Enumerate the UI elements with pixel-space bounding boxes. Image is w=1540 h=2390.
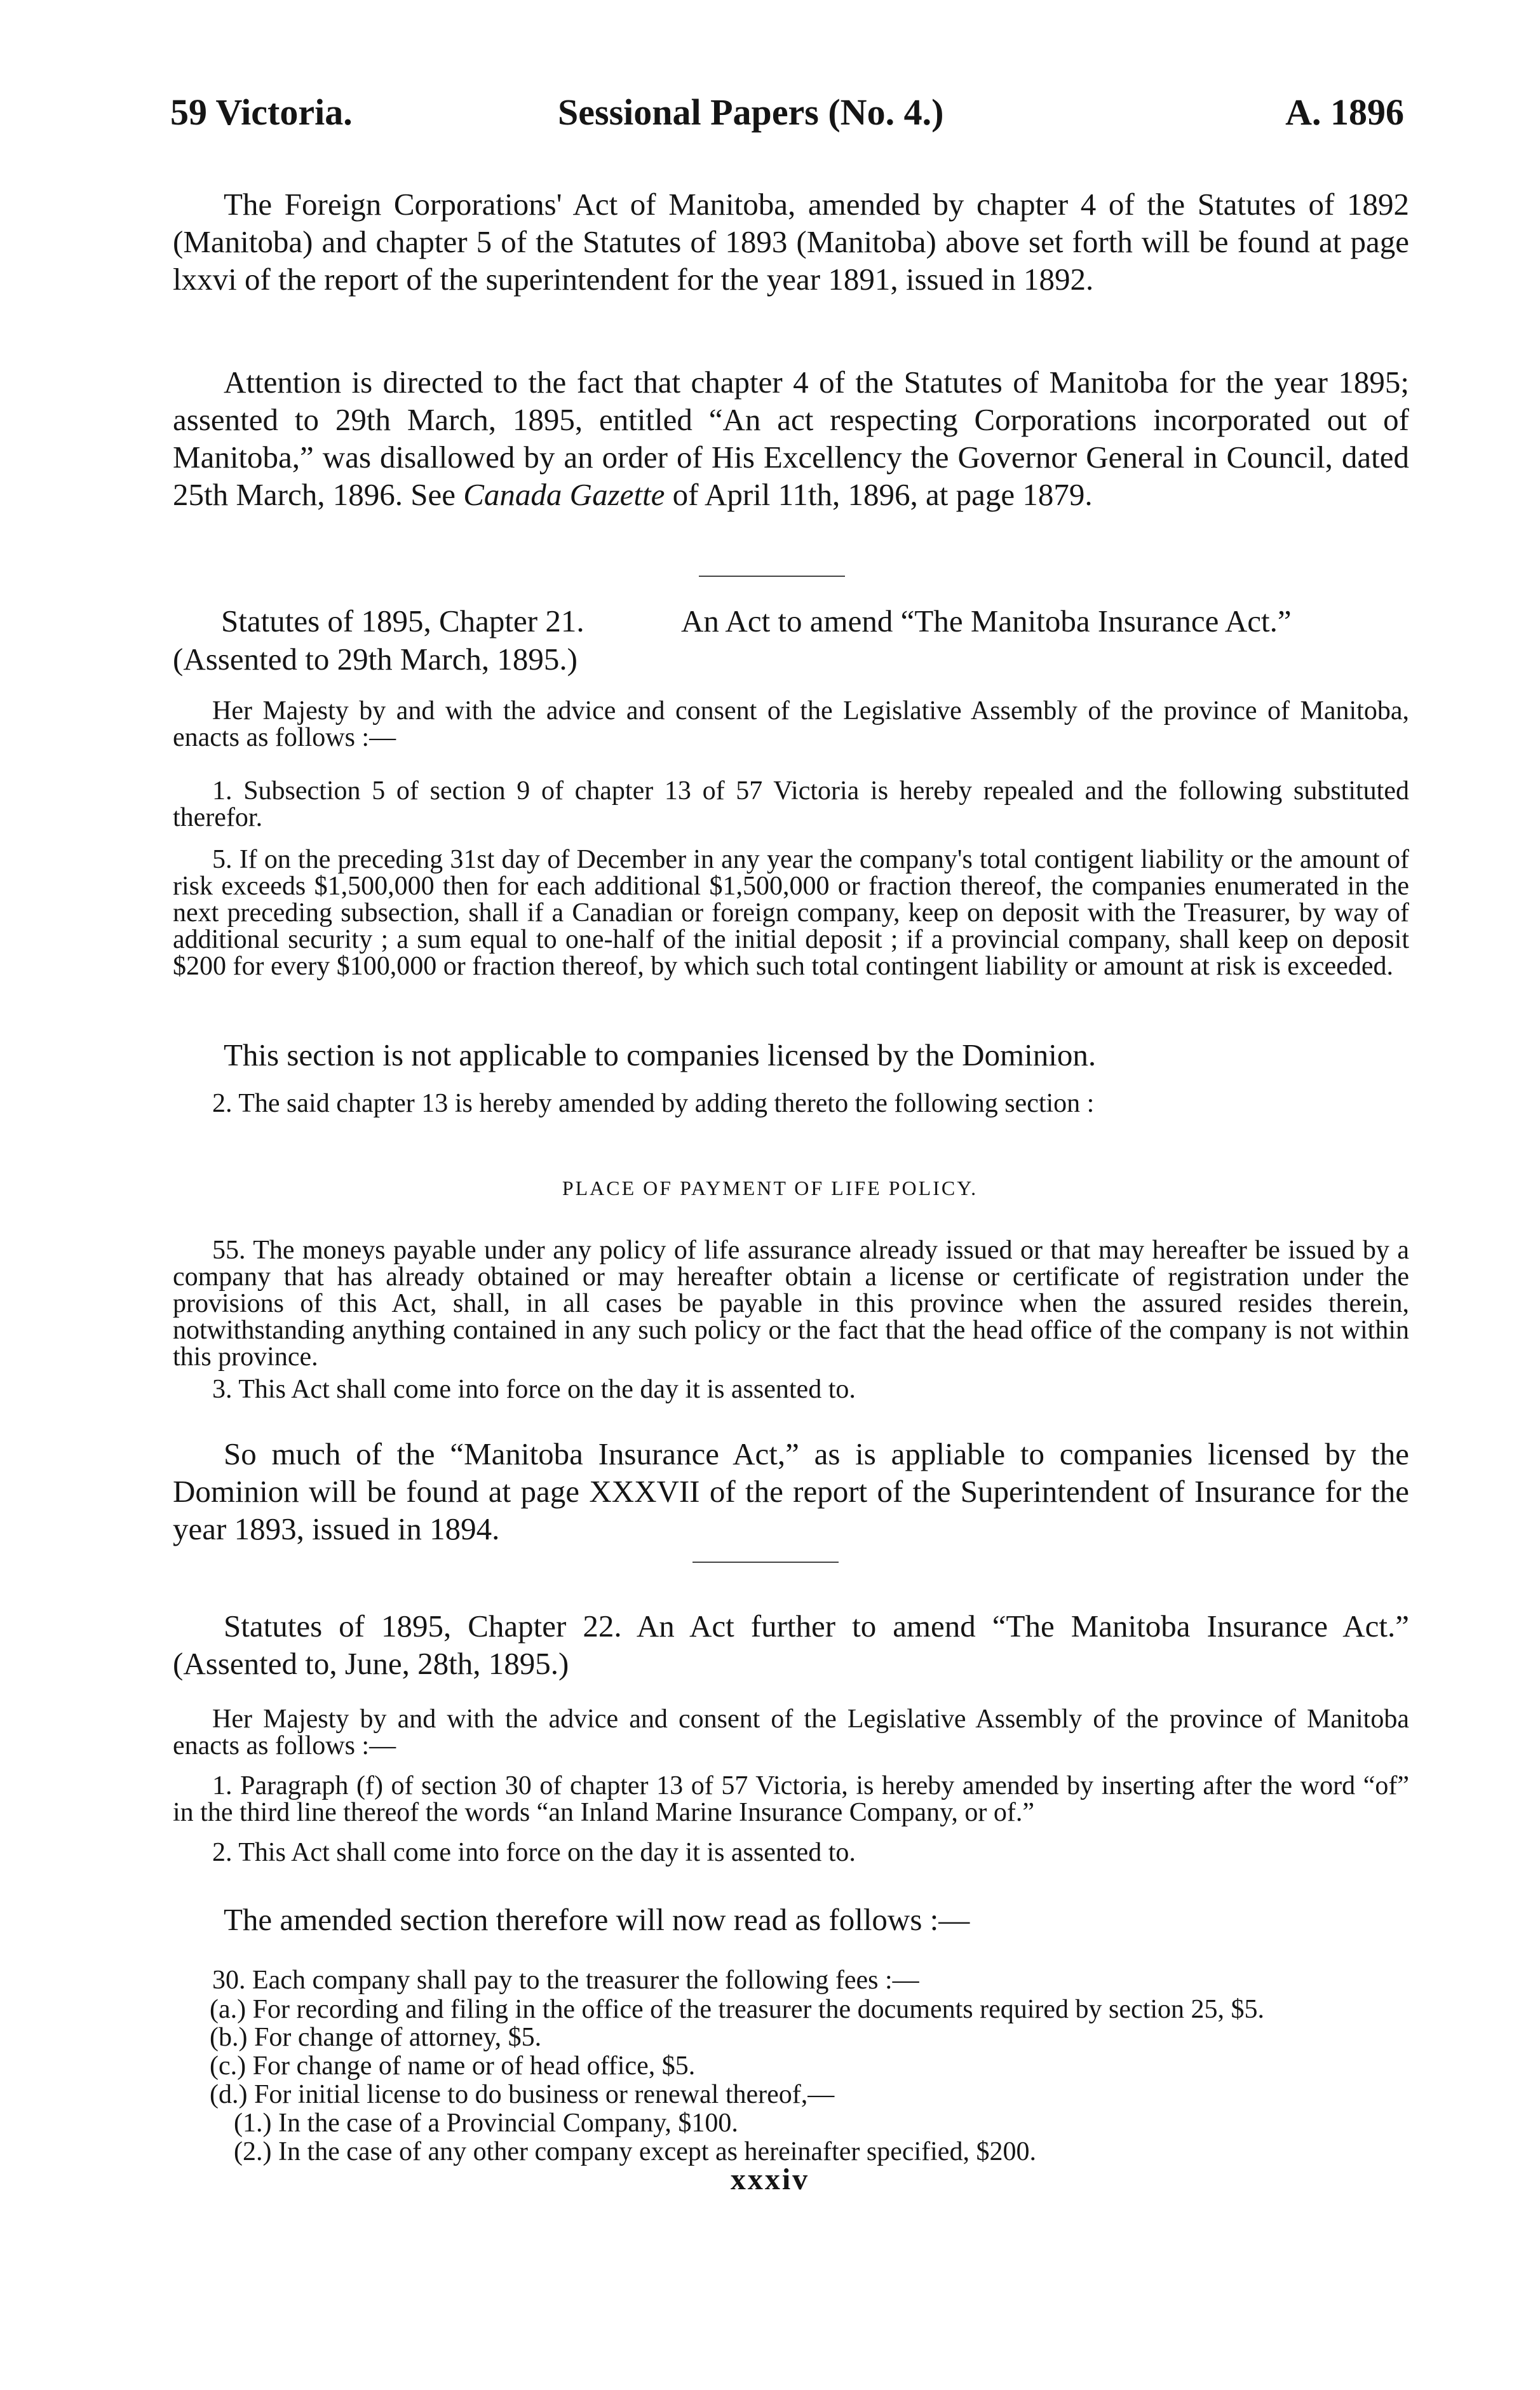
statute-21-section-55: 55. The moneys payable under any policy of life assurance already issued or that may hereafter be issued by a company that has already obtained or may hereafter obtain a license or certificate of registration under the provisions of this Act, shall, in all cases be payable in this province when the assured resides therein, notwithstanding anything contained in any such policy or the fact that the head office of the company is not within this province. xyxy=(173,1236,1409,1372)
page-number: xxxiv xyxy=(730,2163,810,2196)
attention-text-before: Attention is directed to the fact that chapter 4 of the Statutes of Manitoba for the year 1895; assented to 29th March, 1895, entitled “An act respecting Corporations incorporated out of Manitoba,” was disallowed by an order of His Excellency the Governor General in Council, dated 25th March, 1896. See xyxy=(173,365,1409,512)
header-title: Sessional Papers (No. 4.) xyxy=(558,91,944,133)
statute-22-heading: Statutes of 1895, Chapter 22. An Act further to amend “The Manitoba Insurance Act.” (Assented to, June, 28th, 1895.) xyxy=(173,1609,1409,1681)
amended-section-intro: The amended section therefore will now read as follows :— xyxy=(224,1902,970,1937)
not-applicable-note: This section is not applicable to companies licensed by the Dominion. xyxy=(224,1037,1097,1072)
place-of-payment-heading: PLACE OF PAYMENT OF LIFE POLICY. xyxy=(562,1177,978,1199)
paragraph-attention xyxy=(173,363,1409,513)
statute-21-title: An Act to amend “The Manitoba Insurance Act.” xyxy=(681,604,1292,638)
gazette-title: Canada Gazette xyxy=(463,477,665,512)
attention-text-after: of April 11th, 1896, at page 1879. xyxy=(665,477,1093,512)
fee-item-b: (b.) For change of attorney, $5. xyxy=(210,2023,542,2052)
header-year: A. 1896 xyxy=(1285,91,1404,133)
section-divider-2 xyxy=(692,1562,839,1563)
fee-section-30: 30. Each company shall pay to the treasurer the following fees :— xyxy=(212,1966,919,1995)
fee-item-a: (a.) For recording and filing in the office of the treasurer the documents required by section 25, $5. xyxy=(210,1995,1265,2024)
statute-21-enacting-clause: Her Majesty by and with the advice and consent of the Legislative Assembly of the province of Manitoba, enacts as follows :— xyxy=(173,696,1409,752)
statute-21-section-3: 3. This Act shall come into force on the day it is assented to. xyxy=(212,1375,856,1404)
header-session: 59 Victoria. xyxy=(170,91,353,133)
paragraph-so-much: So much of the “Manitoba Insurance Act,” as is appliable to companies licensed by the Dominion will be found at page XXXVII of the report of the Superintendent of Insurance for the year 1893, issued in 1894. xyxy=(173,1436,1409,1546)
statute-22-enacting-clause: Her Majesty by and with the advice and consent of the Legislative Assembly of the province of Manitoba enacts as follows :— xyxy=(173,1705,1409,1760)
fee-item-d: (d.) For initial license to do business or renewal thereof,— xyxy=(210,2080,835,2109)
fee-item-c: (c.) For change of name or of head office, $5. xyxy=(210,2051,696,2081)
fee-item-d-2: (2.) In the case of any other company except as hereinafter specified, $200. xyxy=(234,2137,1036,2166)
statute-21-assent: (Assented to 29th March, 1895.) xyxy=(173,642,578,677)
statute-22-section-1: 1. Paragraph (f) of section 30 of chapter 13 of 57 Victoria, is hereby amended by inserting after the word “of” in the third line thereof the words “an Inland Marine Insurance Company, or of.” xyxy=(173,1771,1409,1827)
statute-21-subsection-5: 5. If on the preceding 31st day of December in any year the company's total contigent liability or the amount of risk exceeds $1,500,000 then for each additional $1,500,000 or fraction thereof, the companies enumerated in the next preceding subsection, shall if a Canadian or foreign company, keep on deposit with the Treasurer, by way of additional security ; a sum equal to one-half of the initial deposit ; if a provincial company, shall keep on deposit $200 for every $100,000 or fraction thereof, by which such total contingent liability or amount at risk is exceeded. xyxy=(173,845,1409,981)
statute-22-section-2: 2. This Act shall come into force on the day it is assented to. xyxy=(212,1838,856,1867)
statute-21-citation: Statutes of 1895, Chapter 21. xyxy=(221,604,584,638)
fee-item-d-1: (1.) In the case of a Provincial Company, $100. xyxy=(234,2109,738,2138)
section-divider xyxy=(699,576,845,577)
statute-21-section-1: 1. Subsection 5 of section 9 of chapter 13 of 57 Victoria is hereby repealed and the following substituted therefor. xyxy=(173,776,1409,832)
paragraph-foreign-corporations: The Foreign Corporations' Act of Manitoba, amended by chapter 4 of the Statutes of 1892 (Manitoba) and chapter 5 of the Statutes of 1893 (Manitoba) above set forth will be found at page lxxvi of the report of the superintendent for the year 1891, issued in 1892. xyxy=(173,187,1409,297)
statute-21-section-2: 2. The said chapter 13 is hereby amended by adding thereto the following section : xyxy=(212,1089,1095,1118)
